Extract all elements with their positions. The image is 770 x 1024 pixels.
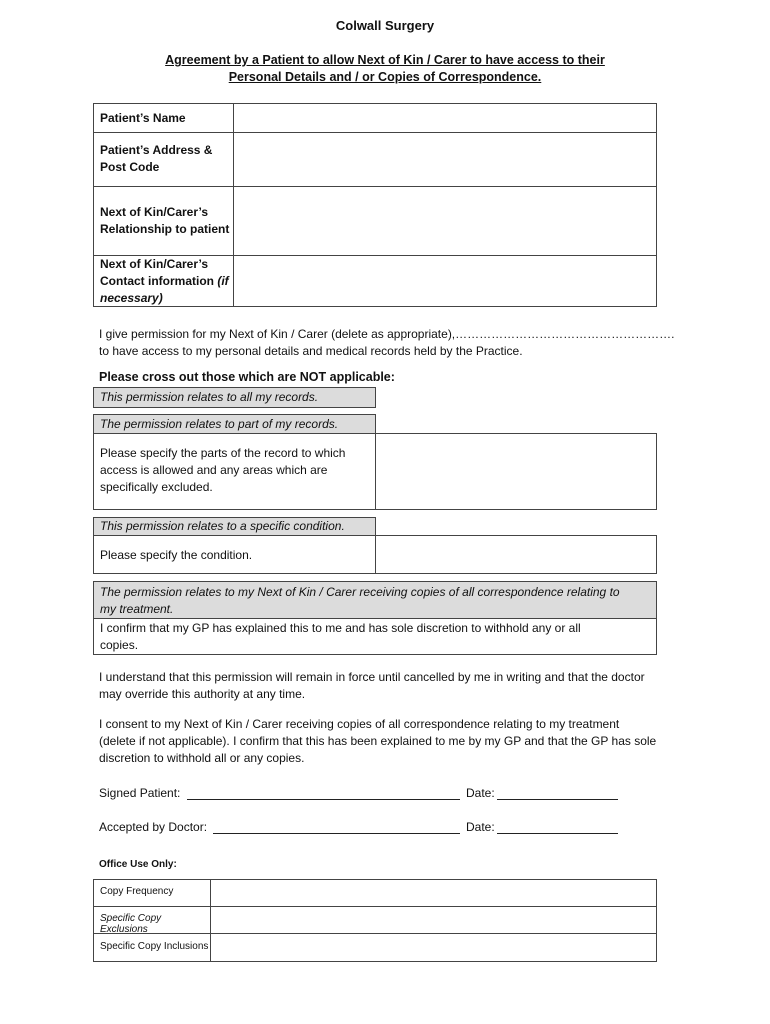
consent-paragraph — [99, 716, 719, 767]
condition-spec-label: Please specify the condition. — [100, 548, 253, 562]
understand-paragraph — [99, 669, 719, 703]
contact-label-line-1: Next of Kin/Carer’s — [100, 257, 209, 271]
consent-line-3: discretion to withhold all or any copies. — [99, 751, 305, 765]
understand-line-1: I understand that this permission will remain in force until cancelled by me in writing and that the doctor — [99, 670, 645, 684]
office-use-heading: Office Use Only: — [99, 859, 177, 870]
accepted-doctor-line[interactable] — [213, 833, 460, 834]
option-correspondence-line-2: my treatment. — [100, 602, 174, 616]
part-records-spec-line-2: access is allowed and any areas which are — [100, 463, 328, 477]
option-specific-condition[interactable] — [93, 517, 376, 536]
form-title-line-2: Personal Details and / or Copies of Correspondence. — [228, 70, 542, 84]
relationship-field[interactable] — [233, 186, 657, 256]
consent-line-1: I consent to my Next of Kin / Carer receiving copies of all correspondence relating to my treatment — [99, 717, 620, 731]
relationship-label-cell — [93, 186, 234, 256]
understand-line-2: may override this authority at any time. — [99, 687, 306, 701]
relationship-label-line-1: Next of Kin/Carer’s — [100, 205, 209, 219]
patient-name-label-cell — [93, 103, 234, 133]
patient-date-label: Date: — [466, 786, 495, 800]
part-records-spec-field[interactable] — [375, 433, 657, 510]
patient-name-field[interactable] — [233, 103, 657, 133]
option-correspondence[interactable] — [93, 581, 657, 619]
permission-line-2: to have access to my personal details and medical records held by the Practice. — [99, 344, 523, 358]
gp-confirm-line-2: copies. — [100, 638, 139, 652]
copy-exclusions-field[interactable] — [210, 906, 657, 934]
patient-name-label: Patient’s Name — [100, 111, 186, 125]
patient-date-line[interactable] — [497, 799, 618, 800]
contact-field[interactable] — [233, 255, 657, 307]
consent-line-2: (delete if not applicable). I confirm that this has been explained to me by my GP and that the GP has sole — [99, 734, 657, 748]
copy-frequency-label-cell — [93, 879, 211, 907]
option-specific-condition-label: This permission relates to a specific condition. — [100, 519, 345, 533]
copy-frequency-label: Copy Frequency — [100, 886, 174, 897]
copy-exclusions-label-cell — [93, 906, 211, 934]
option-all-records[interactable] — [93, 387, 376, 408]
option-part-records[interactable] — [93, 414, 376, 434]
option-part-records-label: The permission relates to part of my records. — [100, 417, 339, 431]
condition-spec-label-cell — [93, 535, 376, 574]
patient-address-label-line-2: Post Code — [100, 160, 160, 174]
form-title-line-1: Agreement by a Patient to allow Next of Kin / Carer to have access to their — [165, 53, 605, 67]
gp-confirm-line-1: I confirm that my GP has explained this to me and has sole discretion to withhold any or all — [100, 621, 581, 635]
permission-statement — [99, 326, 699, 360]
doctor-date-line[interactable] — [497, 833, 618, 834]
doctor-date-label: Date: — [466, 820, 495, 834]
permission-line-1: I give permission for my Next of Kin / Carer (delete as appropriate),………………………………………………. — [99, 327, 675, 341]
copy-exclusions-label: Specific Copy Exclusions — [100, 913, 162, 935]
condition-spec-field[interactable] — [375, 535, 657, 574]
surgery-name: Colwall Surgery — [335, 18, 435, 33]
signed-patient-label: Signed Patient: — [99, 786, 181, 800]
accepted-doctor-label: Accepted by Doctor: — [99, 820, 208, 834]
option-correspondence-line-1: The permission relates to my Next of Kin / Carer receiving copies of all correspondence relating to — [100, 585, 620, 599]
patient-address-field[interactable] — [233, 132, 657, 187]
contact-label-if: (if — [217, 274, 229, 288]
copy-frequency-field[interactable] — [210, 879, 657, 907]
patient-address-label-cell — [93, 132, 234, 187]
part-records-spec-line-3: specifically excluded. — [100, 480, 213, 494]
relationship-label-line-2: Relationship to patient — [100, 222, 230, 236]
part-records-spec-line-1: Please specify the parts of the record to which — [100, 446, 346, 460]
cross-out-heading: Please cross out those which are NOT applicable: — [99, 370, 395, 384]
gp-confirm-cell — [93, 618, 657, 655]
signed-patient-line[interactable] — [187, 799, 460, 800]
copy-inclusions-label: Specific Copy Inclusions — [100, 941, 209, 952]
patient-address-label-line-1: Patient’s Address & — [100, 143, 213, 157]
copy-inclusions-label-cell — [93, 933, 211, 962]
contact-label-line-2: Contact information — [100, 274, 218, 288]
contact-label-line-3: necessary) — [100, 291, 163, 305]
part-records-spec-label-cell — [93, 433, 376, 510]
copy-inclusions-field[interactable] — [210, 933, 657, 962]
option-all-records-label: This permission relates to all my records. — [100, 390, 319, 404]
contact-label-cell — [93, 255, 234, 307]
